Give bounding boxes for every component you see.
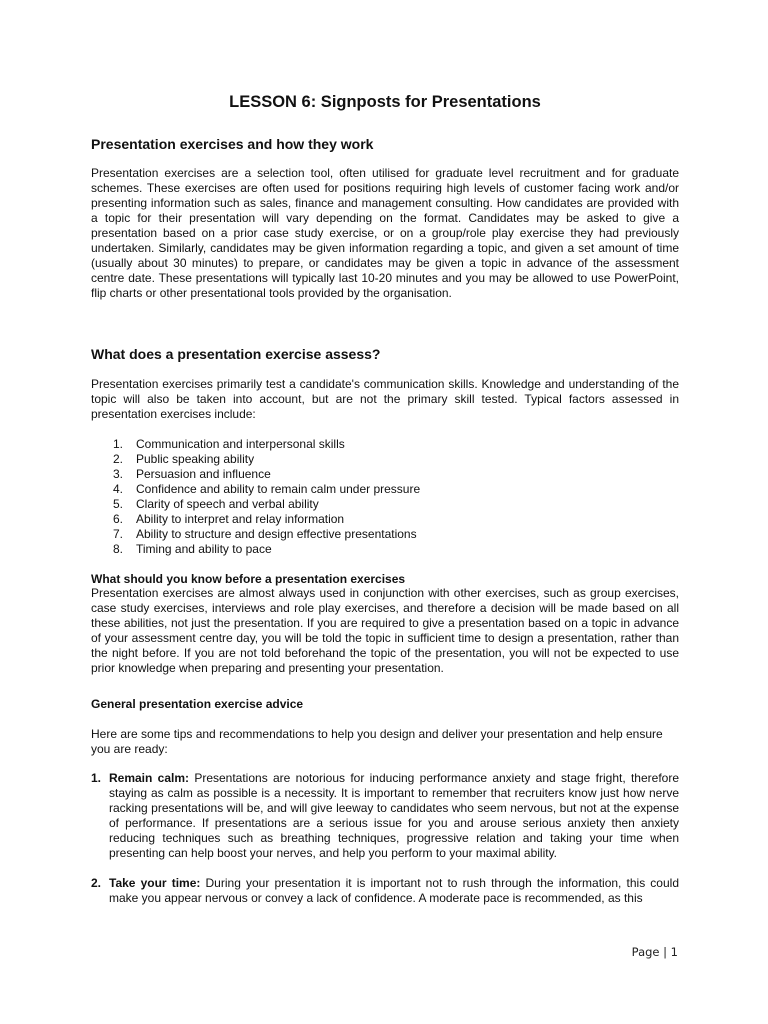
- section-heading-general-advice: General presentation exercise advice: [91, 697, 304, 711]
- page-title: LESSON 6: Signposts for Presentations: [229, 93, 541, 111]
- paragraph-assess-intro: Presentation exercises primarily test a candidate's communication skills. Knowledge and understanding of the topic will also be taken into account, but are not the primary skill tested. Typical factors assessed in presentation exercises include:: [91, 377, 679, 421]
- section-heading-what-to-know: What should you know before a presentation exercises: [91, 572, 406, 586]
- list-item: 7. Ability to structure and design effective presentations: [113, 527, 417, 541]
- section-heading-how-they-work: Presentation exercises and how they work: [91, 136, 374, 152]
- tip-item: 1. Remain calm: Presentations are notorious for inducing performance anxiety and stage fright, therefore staying as calm as possible is a necessity. It is important to remember that recruiters know just how nerve racking presentations will be, and will give leeway to candidates who seem nervous, but not at the expense of performance. If presentations are a serious issue for you and arouse serious anxiety then anxiety reducing techniques such as breathing techniques, progressive relation and taking your time when presenting can help boost your nerves, and help you perform to your maximal ability.: [91, 771, 679, 860]
- list-item: 5. Clarity of speech and verbal ability: [113, 497, 319, 511]
- list-item: 6. Ability to interpret and relay information: [113, 512, 345, 526]
- tip-item: 2. Take your time: During your presentation it is important not to rush through the information, this could make you appear nervous or convey a lack of confidence. A moderate pace is recommended, as this: [91, 876, 679, 905]
- list-item: 3. Persuasion and influence: [113, 467, 271, 481]
- list-item: 8. Timing and ability to pace: [113, 542, 272, 556]
- assessed-factors-list: [91, 437, 679, 557]
- list-item: 4. Confidence and ability to remain calm under pressure: [113, 482, 421, 496]
- list-item: 2. Public speaking ability: [113, 452, 255, 466]
- paragraph-what-to-know: Presentation exercises are almost always used in conjunction with other exercises, such as group exercises, case study exercises, interviews and role play exercises, and therefore a decision will be made based on all these abilities, not just the presentation. If you are required to give a presentation based on a topic in advance of your assessment centre day, you will be told the topic in sufficient time to design a presentation, rather than the night before. If you are not told beforehand the topic of the presentation, you will not be expected to use prior knowledge when preparing and presenting your presentation.: [91, 586, 679, 675]
- page-number: Page | 1: [631, 945, 678, 959]
- section-heading-what-assessed: What does a presentation exercise assess?: [91, 346, 381, 362]
- advice-tips-list: [91, 771, 679, 906]
- paragraph-advice-intro: Here are some tips and recommendations to help you design and deliver your presentation and help ensure you are ready:: [91, 727, 663, 756]
- document-page: [91, 0, 679, 1024]
- list-item: 1. Communication and interpersonal skills: [113, 437, 345, 451]
- paragraph-how-they-work: Presentation exercises are a selection tool, often utilised for graduate level recruitment and for graduate schemes. These exercises are often used for positions requiring high levels of customer facing work and/or presenting information such as sales, finance and management consulting. How candidates are provided with a topic for their presentation will vary depending on the format. Candidates may be asked to give a presentation based on a prior case study exercise, or on a group/role play exercise they had previously undertaken. Similarly, candidates may be given information regarding a topic, and given a set amount of time (usually about 30 minutes) to prepare, or candidates may be given a topic in advance of the assessment centre date. These presentations will typically last 10-20 minutes and you may be allowed to use PowerPoint, flip charts or other presentational tools provided by the organisation.: [91, 166, 679, 300]
